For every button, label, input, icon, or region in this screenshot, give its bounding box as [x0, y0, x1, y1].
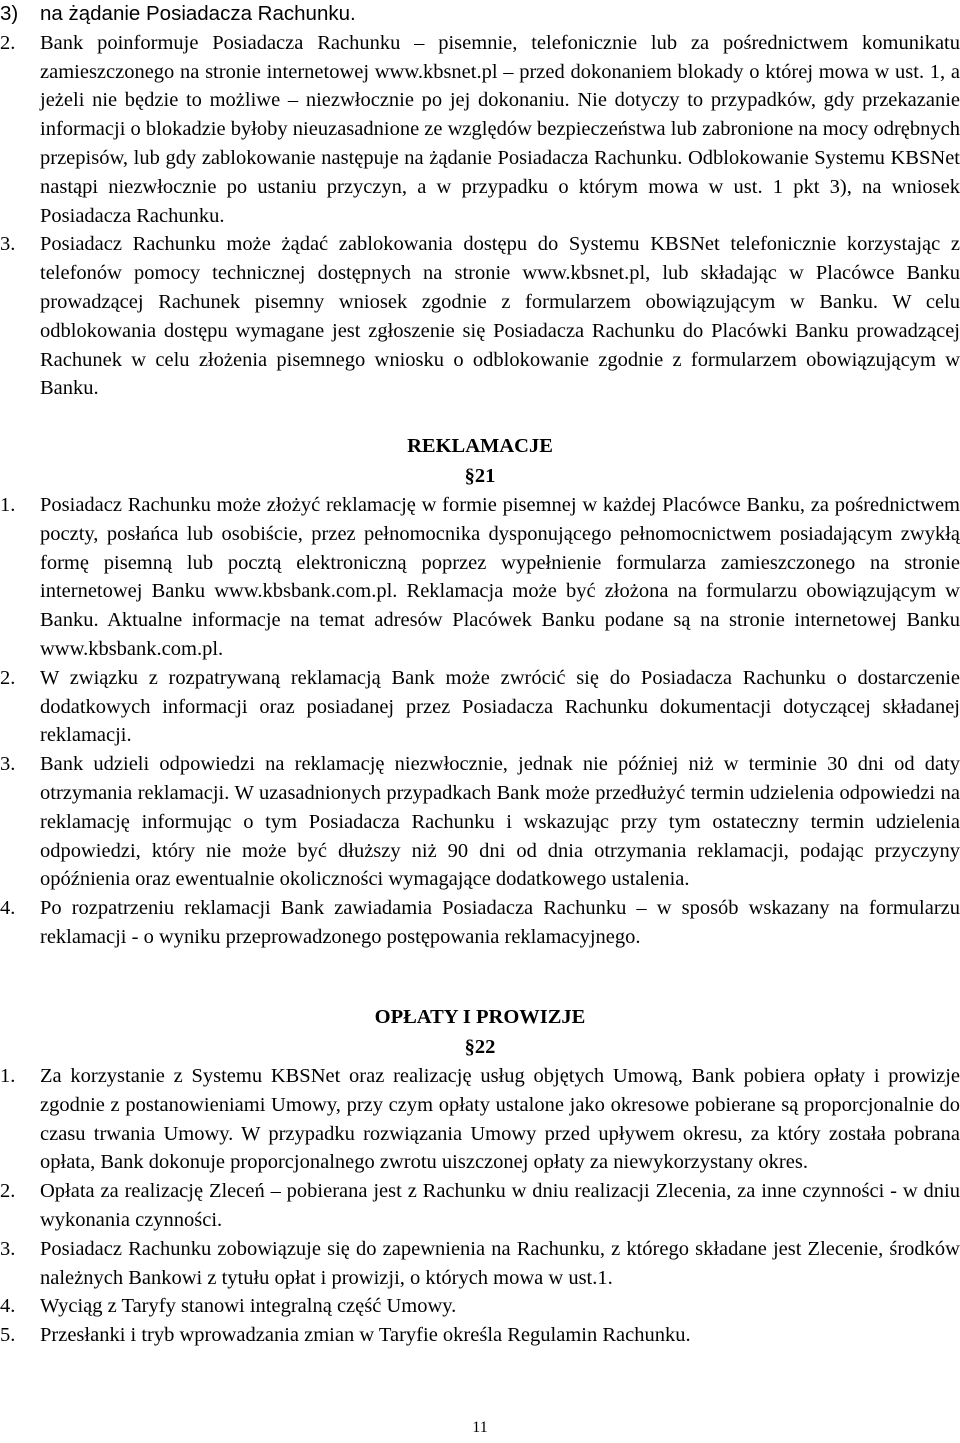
item-number: 2.: [0, 31, 16, 54]
list-item: [0, 894, 960, 952]
list-item: [0, 1292, 960, 1321]
item-text: W związku z rozpatrywaną reklamacją Bank może zwrócić się do Posiadacza Rachunku o dostarczenie dodatkowych informacji oraz posiadanej przez Posiadacza Rachunku dokumentacji dotyczącej składanej reklamacji.: [40, 666, 960, 747]
item-text: Opłata za realizację Zleceń – pobierana jest z Rachunku w dniu realizacji Zlecenia, za inne czynności - w dniu wykonania czynności.: [40, 1180, 960, 1231]
item-text: Posiadacz Rachunku zobowiązuje się do zapewnienia na Rachunku, z którego składane jest Zlecenie, środków należnych Bankowi z tytułu opłat i prowizji, o których mowa w ust.1.: [40, 1237, 960, 1289]
item-number: 3.: [0, 233, 16, 256]
item-number: 1.: [0, 1065, 16, 1087]
item-number: 2.: [0, 1180, 16, 1203]
section-title: OPŁATY I PROWIZJE: [374, 1006, 586, 1028]
paragraph-number-value: 21: [474, 465, 496, 487]
item-text: Przesłanki i tryb wprowadzania zmian w Taryfie określa Regulamin Rachunku.: [40, 1324, 691, 1347]
list-item: [0, 750, 960, 894]
section-blokady: [0, 0, 960, 403]
section-reklamacje: [0, 431, 960, 952]
item-text: Bank poinformuje Posiadacza Rachunku – pisemnie, telefonicznie lub za pośrednictwem komunikatu zamieszczonego na stronie internetowej www.kbsnet.pl – przed dokonaniem blokady o której mowa w ust. 1, a jeżeli nie będzie to możliwe – niezwłocznie po jej dokonaniu. Nie dotyczy to przypadków, gdy przekazanie informacji o blokadzie byłoby nieuzasadnione ze względów bezpieczeństwa lub zabronione na mocy odrębnych przepisów, lub gdy zablokowanie następuje na żądanie Posiadacza Rachunku. Odblokowanie Systemu KBSNet nastąpi niezwłocznie po ustaniu przyczyn, a w przypadku o którym mowa w ust. 1 pkt 3), na wniosek Posiadacza Rachunku.: [40, 31, 960, 227]
item-number: 3): [0, 2, 19, 25]
list-item: [0, 230, 960, 403]
page-number: 11: [472, 1419, 488, 1436]
paragraph-number-value: 22: [474, 1036, 496, 1058]
item-number: 4.: [0, 897, 16, 920]
item-text: na żądanie Posiadacza Rachunku.: [40, 2, 356, 25]
item-number: 5.: [0, 1324, 16, 1347]
section-title: REKLAMACJE: [407, 435, 553, 457]
item-text: Posiadacz Rachunku może złożyć reklamację w formie pisemnej w każdej Placówce Banku, za pośrednictwem poczty, posłańca lub osobiście, przez pełnomocnika dysponującego pełnomocnictwem posiadającym zwykłą formę pisemną lub pocztą elektroniczną poprzez wypełnienie formularza zamieszczonego na stronie internetowej Banku www.kbsbank.com.pl. Reklamacja może być złożona na formularzu obowiązującym w Banku. Aktualne informacje na temat adresów Placówek Banku podane są na stronie internetowej Banku www.kbsbank.com.pl.: [40, 494, 960, 660]
list-item: [0, 1235, 960, 1293]
item-number: 3.: [0, 1237, 16, 1260]
item-text: Bank udzieli odpowiedzi na reklamację niezwłocznie, jednak nie później niż w terminie 30 dni od daty otrzymania reklamacji. W uzasadnionych przypadkach Bank może przedłużyć termin udzielenia odpowiedzi na reklamację informując o tym Posiadacza Rachunku i wskazując przy tym ostateczny termin udzielenia odpowiedzi, który nie może być dłuższy niż 90 dni od dnia otrzymania reklamacji, podając przyczyny opóźnienia oraz ewentualnie okoliczności wymagające dodatkowego ustalenia.: [40, 753, 960, 891]
list-item: [0, 664, 960, 750]
item-number: 4.: [0, 1295, 16, 1318]
item-number: 2.: [0, 666, 16, 689]
list-item: [0, 29, 960, 231]
paragraph-number: §22: [464, 1036, 496, 1058]
paragraph-number: §21: [464, 465, 496, 487]
list-item: [0, 491, 960, 664]
item-text: Za korzystanie z Systemu KBSNet oraz realizację usług objętych Umową, Bank pobiera opłaty i prowizje zgodnie z postanowieniami Umowy, przy czym opłaty ustalone jako okresowe pobierane są proporcjonalnie do czasu trwania Umowy. W przypadku rozwiązania Umowy przed upływem okresu, za który została pobrana opłata, Bank dokonuje proporcjonalnego zwrotu uiszczonej opłaty za niewykorzystany okres.: [40, 1065, 960, 1174]
list-item: [0, 1062, 960, 1177]
list-item: [0, 1177, 960, 1235]
item-text: Wyciąg z Taryfy stanowi integralną część Umowy.: [40, 1295, 457, 1318]
item-text: Posiadacz Rachunku może żądać zablokowania dostępu do Systemu KBSNet telefonicznie korzystając z telefonów pomocy technicznej dostępnych na stronie www.kbsnet.pl, lub składając w Placówce Banku prowadzącej Rachunek pisemny wniosek zgodnie z formularzem obowiązującym w Banku. W celu odblokowania dostępu wymagane jest zgłoszenie się Posiadacza Rachunku do Placówki Banku prowadzącej Rachunek w celu złożenia pisemnego wniosku o odblokowanie zgodnie z formularzem obowiązującym w Banku.: [40, 233, 960, 400]
list-item: [0, 1321, 960, 1350]
section-oplaty: [0, 1002, 960, 1350]
item-number: 1.: [0, 494, 16, 516]
item-number: 3.: [0, 753, 16, 776]
item-text: Po rozpatrzeniu reklamacji Bank zawiadamia Posiadacza Rachunku – w sposób wskazany na formularzu reklamacji - o wyniku przeprowadzonego postępowania reklamacyjnego.: [40, 897, 960, 948]
list-item: [0, 0, 960, 29]
